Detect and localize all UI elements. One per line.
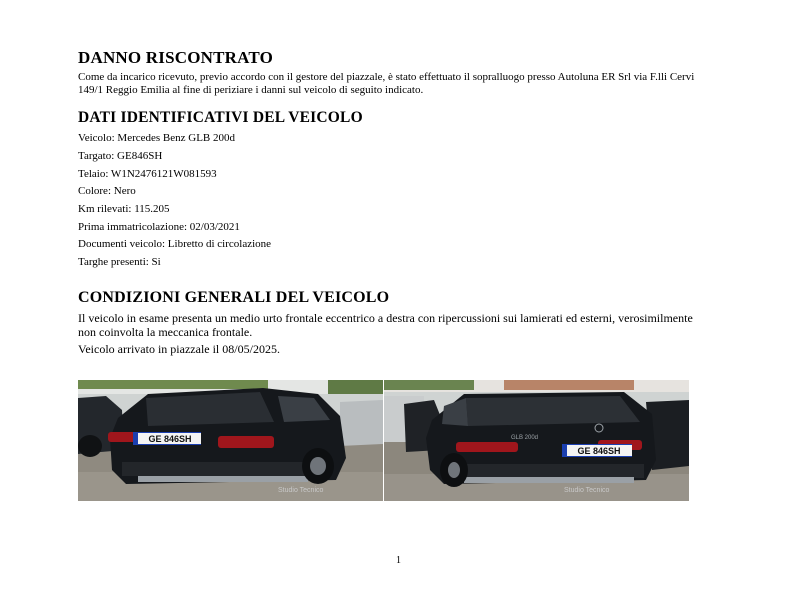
field-colore: Colore: Nero <box>78 185 136 197</box>
field-immatricolazione: Prima immatricolazione: 02/03/2021 <box>78 221 240 233</box>
plate-text: GE 846SH <box>148 434 192 444</box>
field-km: Km rilevati: 115.205 <box>78 203 170 215</box>
plate-text: GE 846SH <box>577 446 621 456</box>
vehicle-photo-rear-right-image <box>384 380 689 501</box>
field-targato: Targato: GE846SH <box>78 150 163 162</box>
photo-watermark: Studio Tecnico <box>278 487 324 494</box>
section-title-condizioni: CONDIZIONI GENERALI DEL VEICOLO <box>78 289 390 306</box>
field-telaio: Telaio: W1N2476121W081593 <box>78 168 217 180</box>
vehicle-photo-rear-left <box>78 380 383 501</box>
section-title-danno: DANNO RISCONTRATO <box>78 48 273 67</box>
section-title-dati: DATI IDENTIFICATIVI DEL VEICOLO <box>78 109 363 126</box>
field-targhe: Targhe presenti: Si <box>78 256 161 268</box>
paragraph-arrivo: Veicolo arrivato in piazzale il 08/05/2025. <box>78 342 280 356</box>
vehicle-photo-rear-right <box>384 380 689 501</box>
page-number: 1 <box>396 555 401 566</box>
paragraph-intro: Come da incarico ricevuto, previo accordo con il gestore del piazzale, è stato effettuato il sopralluogo presso Autoluna ER Srl via F.lli Cervi 149/1 Reggio Emilia al fine di periziare i danni sul veicolo di seguito indicato. <box>78 71 695 96</box>
vehicle-photo-rear-left-image <box>78 380 383 501</box>
model-badge: GLB 200d <box>511 435 539 441</box>
field-documenti: Documenti veicolo: Libretto di circolazione <box>78 238 272 250</box>
paragraph-condizioni: Il veicolo in esame presenta un medio urto frontale eccentrico a destra con ripercussioni sui lamierati ed esterni, verosimilmente non coinvolta la meccanica frontale. <box>78 311 693 339</box>
field-veicolo: Veicolo: Mercedes Benz GLB 200d <box>78 132 236 144</box>
photo-watermark: Studio Tecnico <box>564 487 610 494</box>
